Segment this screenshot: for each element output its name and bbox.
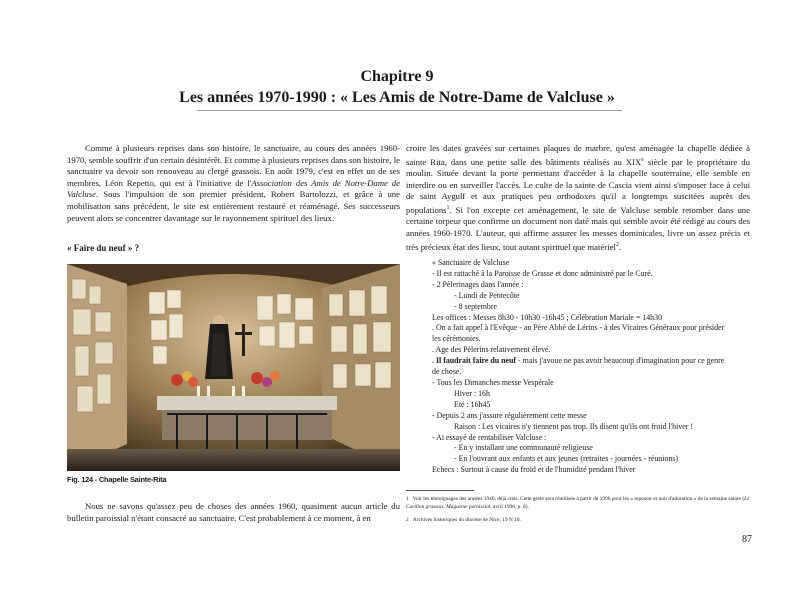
quote-line: . Age des Pèlerins relativement élevé. <box>432 345 551 355</box>
chapter-title: Les années 1970-1990 : « Les Amis de Notre-Dame de Valcluse » <box>179 89 615 106</box>
footnote-2: 2 Archives historiques du diocèse de Nice, 19 N 10. <box>406 517 521 523</box>
quote-line: Les offices : Messes 8h30 - 10h30 -16h45 ; Célébration Mariale = 14h30 <box>432 312 663 322</box>
quote-line: Echecs : Surtout à cause du froid et de l'humidité pendant l'hiver <box>432 465 636 475</box>
quote-line: Eté : 16h45 <box>454 399 491 409</box>
quote-line: - En l'ouvrant aux enfants et aux jeunes (retraites - journées - réunions) <box>454 454 679 464</box>
chapel-illustration <box>67 264 400 471</box>
quoted-document <box>406 258 750 476</box>
page-number: 87 <box>742 534 752 545</box>
quote-line: - Lundi de Pentecôte <box>454 290 520 300</box>
left-paragraph-2: Nous ne savons qu'assez peu de choses des années 1960, quasiment aucun article du bulletin paroissial n'étant consacré au sanctuaire. C'est probablement à ce moment, à en <box>67 501 400 523</box>
quote-line: . On a fait appel à l'Evêque - au Père Abbé de Lérins - à des Vicaires Généraux pour présider <box>432 323 725 333</box>
footnote-1: 1 Voir les témoignages des années 1940, déjà cités. Cette geste sera réutilisée à partir de 1996 pour les « reposoir et nuit d'adoration » de la semaine sainte (Le Carillon grassois. Magazine paroissial, avril 1996, p. 8). <box>406 496 750 510</box>
quote-line: Raison : Les vicaires n'y tiennent pas trop. Ils disent qu'ils ont froid l'hiver ! <box>454 421 693 431</box>
quote-line: « Sanctuaire de Valcluse <box>432 258 510 267</box>
quote-line: Hiver : 16h <box>454 388 490 398</box>
footnote-rule <box>406 490 474 491</box>
figure-caption: Fig. 124 - Chapelle Sainte-Rita <box>67 475 167 484</box>
title-rule <box>197 110 622 111</box>
quote-line: les cérémonies. <box>432 334 481 344</box>
section-subheading: « Faire du neuf » ? <box>67 243 140 253</box>
quote-line: - 2 Pèlerinages dans l'année : <box>432 279 524 289</box>
quote-line: - Il est rattaché à la Paroisse de Grasse et donc administré par le Curé. <box>432 268 653 278</box>
quote-line: - En y installant une communauté religieuse <box>454 443 593 453</box>
quote-line: de chose. <box>432 367 462 377</box>
quote-line: - Tous les Dimanches messe Vespérale <box>432 377 554 387</box>
left-paragraph-1: Comme à plusieurs reprises dans son histoire, le sanctuaire, au cours des années 1960-1970, semble souffrir d'un certain désintérêt. Et comme à plusieurs reprises dans son histoire, le sanctuaire va devoir son renouveau au clergé grassois. En août 1979, c'est en effet un de ses membres, Léon Repetto, qui est à l'initiative de l'Association des Amis de Notre-Dame de Valcluse. Sous l'impulsion de son premier président, Robert Bartolozzi, et grâce à une mobilisation sans précédent, le site est entièrement restauré et réaménagé. Ses successeurs peuvent alors se concentrer davantage sur le rayonnement spirituel des lieux. <box>67 143 400 223</box>
quote-line: - 8 septembre <box>454 301 497 311</box>
right-paragraph: croire les dates gravées sur certaines plaques de marbre, qu'est aménagée la chapelle dédiée à sainte Rita, dans une petite salle des bâtiments réalisés au XIXe siècle par le propriétaire du moulin. Située devant la porte permettant d'accéder à la chapelle souterraine, elle semble en interdire ou en surveiller l'accès. Le culte de la sainte de Cascia vient ainsi s'imposer face à celui de saint Aygulf et aux pratiques peu orthodoxes qu'il a longtemps suscitées auprès des populations$^1$. Si l'on excepte cet aménagement, le site de Valcluse semble retomber dans une certaine torpeur que confirme un document non daté mais qui semble avoir été rédigé au cours des années 1960-1970. L'auteur, qui affirme assurer les messes dominicales, livre un assez précis et très précieux état des lieux, tout autant spirituel que matériel$^2$. <box>406 143 750 252</box>
quote-line: - Ai essayé de rentabiliser Valcluse : <box>432 432 547 442</box>
chapter-number: Chapitre 9 <box>360 68 434 85</box>
quote-line: - Depuis 2 ans j'assure régulièrement cette messe <box>432 410 587 420</box>
chapel-photo <box>67 264 400 471</box>
quote-line: . Il faudrait faire du neuf - mais j'avoue ne pas avoir beaucoup d'imagination pour ce genre <box>432 356 725 366</box>
